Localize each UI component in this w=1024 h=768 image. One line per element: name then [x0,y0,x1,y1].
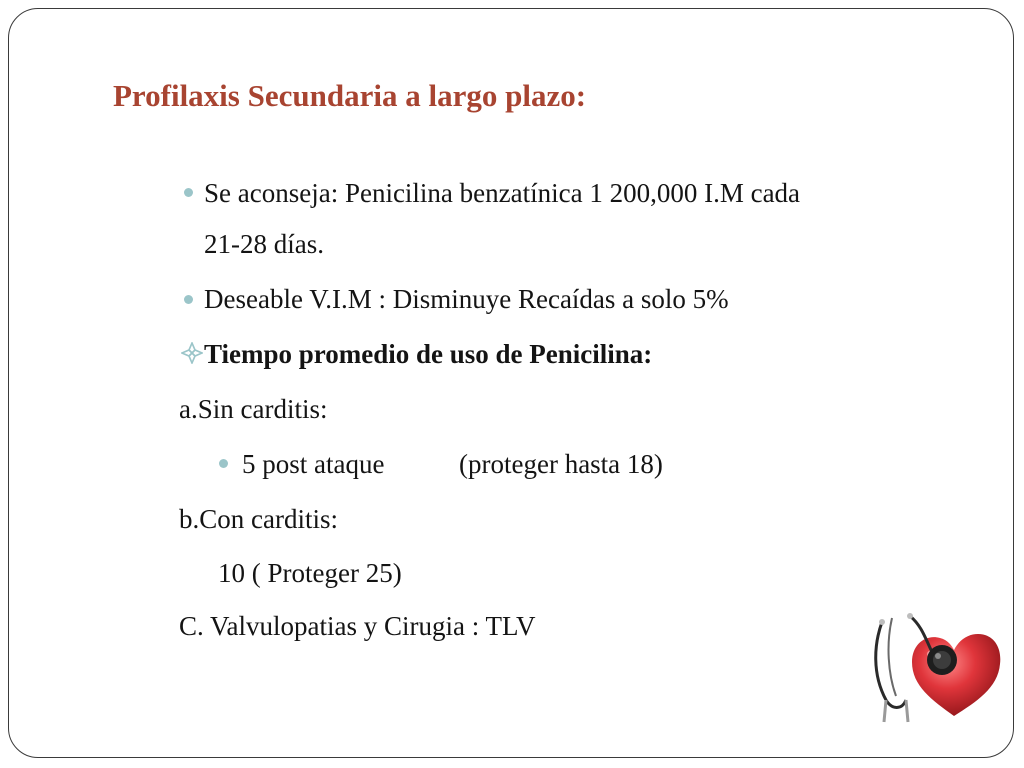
item-a-sub-value: 5 post ataque [242,449,385,479]
bullet-dot [219,459,228,468]
diamond-outline-icon [181,342,203,364]
item-a-sub-note: (proteger hasta 18) [459,449,663,479]
bullet-1-line-2: 21-28 días. [204,229,324,259]
bullet-2: Deseable V.I.M : Disminuye Recaídas a solo 5% [204,284,729,314]
bullet-dot [184,295,193,304]
item-a: a.Sin carditis: [179,394,328,424]
item-b: b.Con carditis: [179,504,338,534]
bullet-1-line-1: Se aconseja: Penicilina benzatínica 1 200,000 I.M cada [204,178,801,208]
heart-stethoscope-icon [862,604,1004,732]
item-c: C. Valvulopatias y Cirugia : TLV [179,611,536,641]
slide-title: Profilaxis Secundaria a largo plazo: [113,78,587,113]
item-b-sub: 10 ( Proteger 25) [218,558,402,588]
bullet-dot [184,188,193,197]
section-heading: Tiempo promedio de uso de Penicilina: [204,339,653,369]
